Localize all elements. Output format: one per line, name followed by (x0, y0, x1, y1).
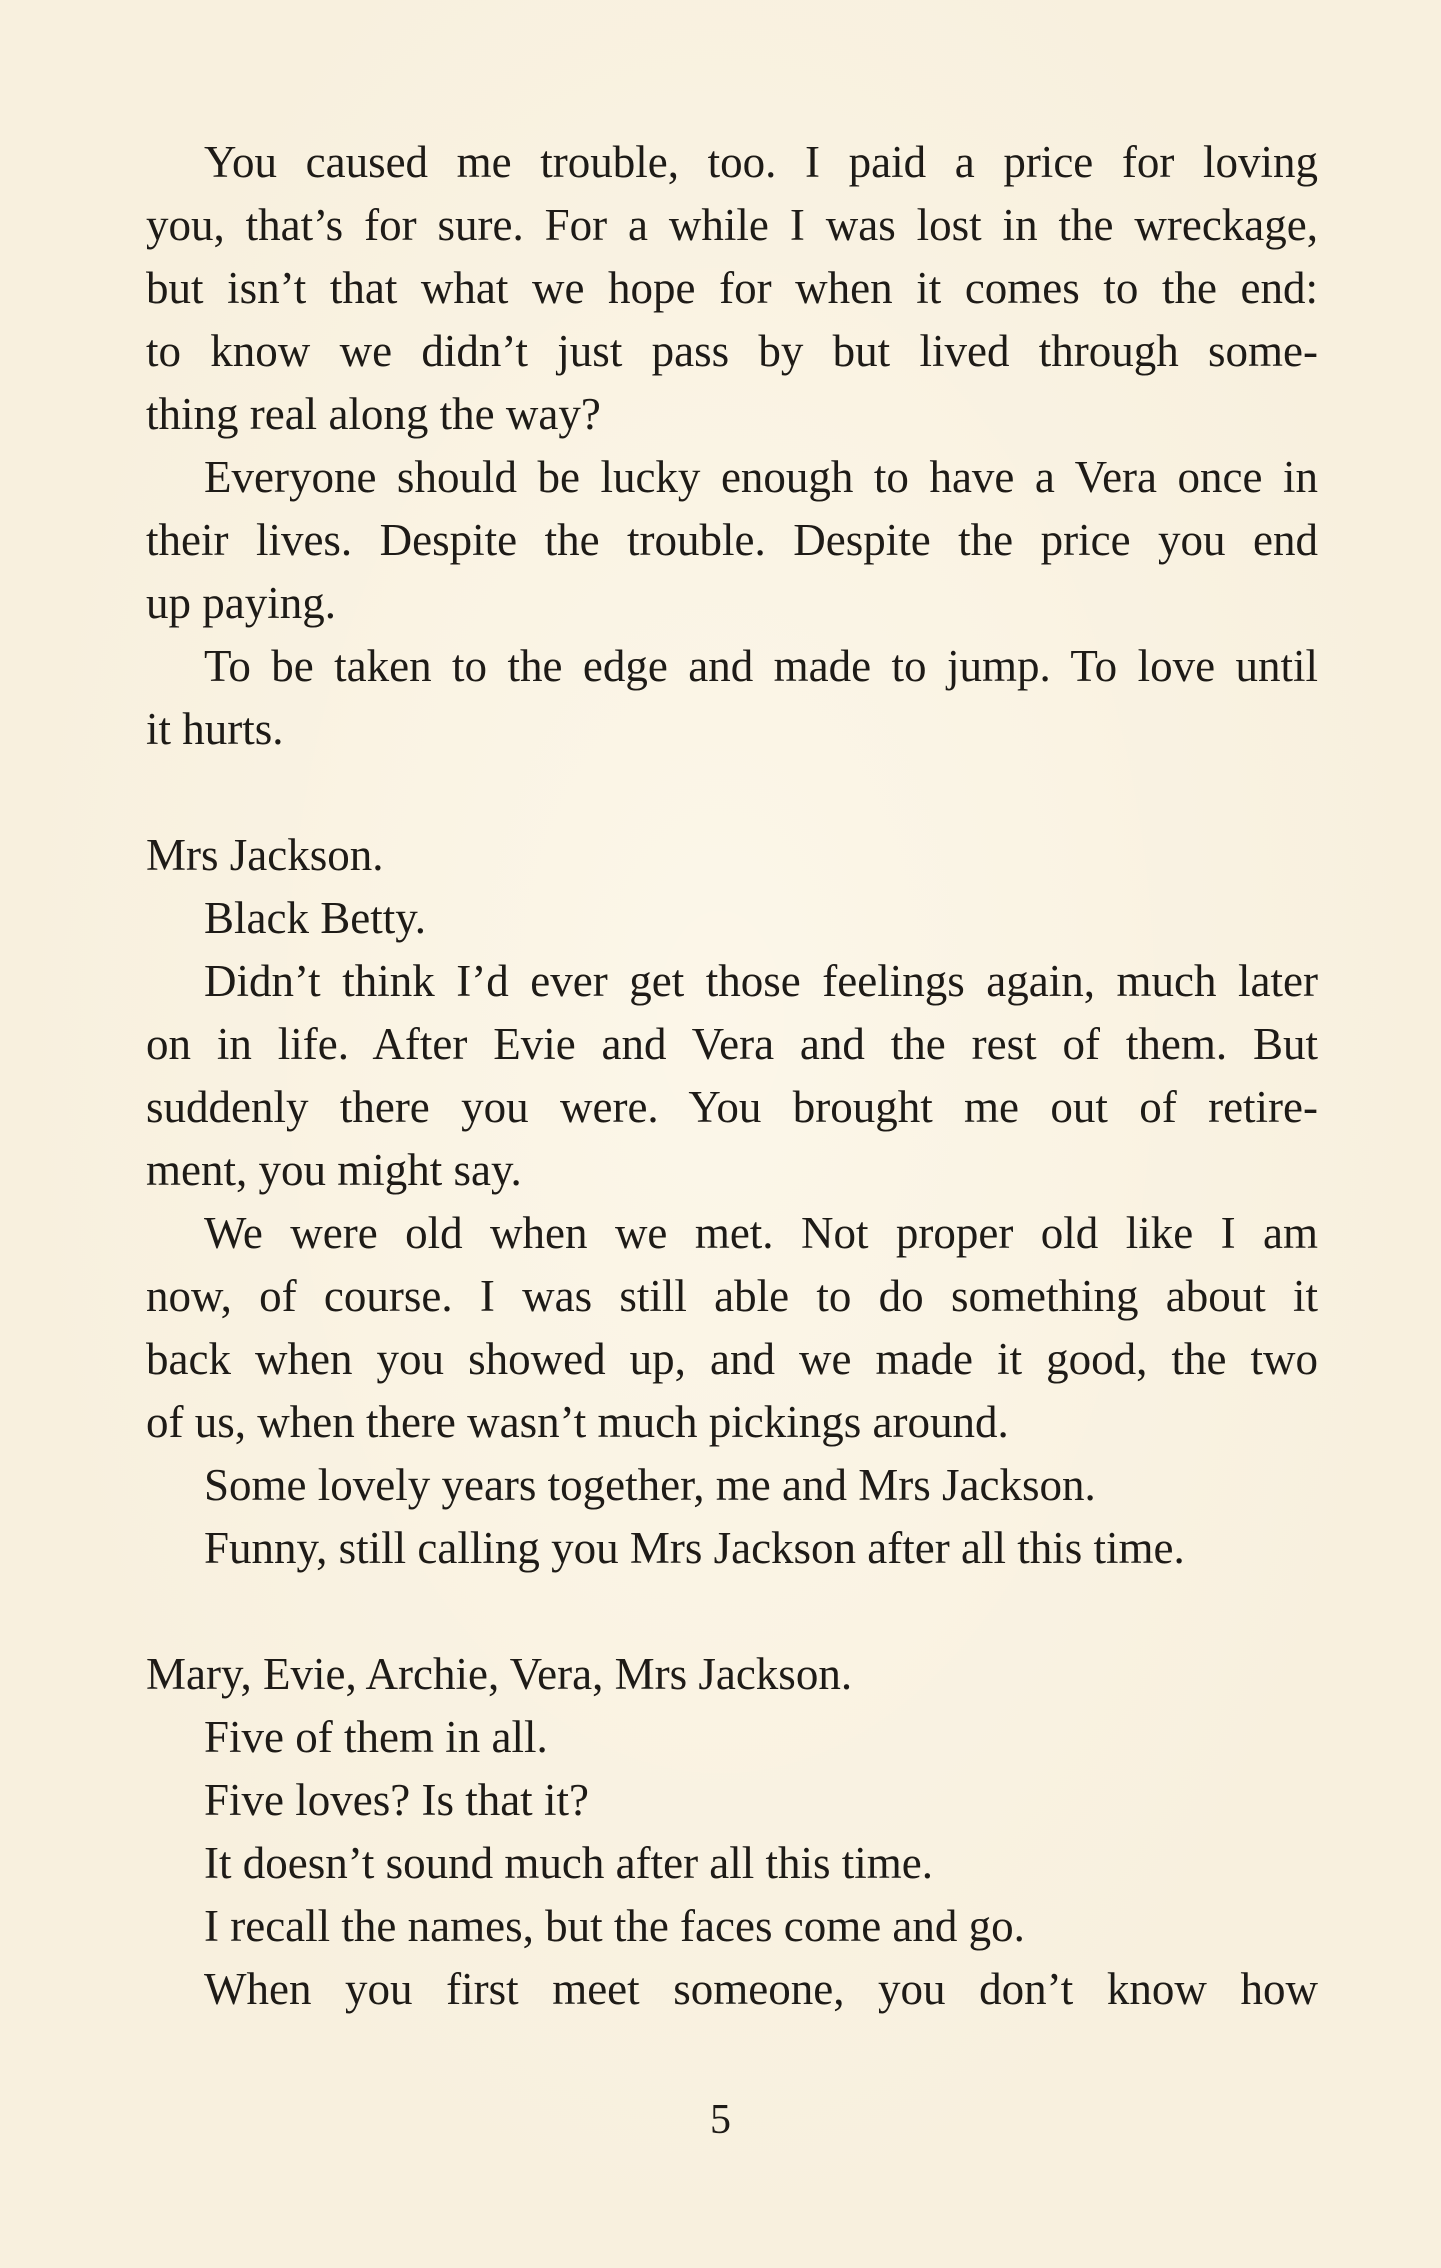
text-line: suddenly there you were. You brought me out of retire- (146, 1082, 1318, 1132)
text-line: back when you showed up, and we made it good, the two (146, 1334, 1318, 1384)
text-line: their lives. Despite the trouble. Despite the price you end (146, 515, 1318, 565)
text-line: When you first meet someone, you don’t know how (204, 1964, 1318, 2014)
text-line: Didn’t think I’d ever get those feelings again, much later (204, 956, 1318, 1006)
text-line: up paying. (146, 578, 336, 628)
text-line: I recall the names, but the faces come and go. (204, 1901, 1025, 1951)
text-line: Black Betty. (204, 893, 427, 943)
text-line: Five of them in all. (204, 1712, 548, 1762)
text-line: You caused me trouble, too. I paid a price for loving (204, 137, 1318, 187)
text-line: It doesn’t sound much after all this time. (204, 1838, 934, 1888)
text-line: Funny, still calling you Mrs Jackson after all this time. (204, 1523, 1185, 1573)
section-break (146, 761, 1318, 824)
body-text (146, 131, 1318, 2021)
text-line: now, of course. I was still able to do something about it (146, 1271, 1318, 1321)
text-line: to know we didn’t just pass by but lived through some- (146, 326, 1318, 376)
text-line: on in life. After Evie and Vera and the rest of them. But (146, 1019, 1318, 1069)
text-line: We were old when we met. Not proper old like I am (204, 1208, 1318, 1258)
text-line: you, that’s for sure. For a while I was lost in the wreckage, (146, 200, 1318, 250)
text-line: Five loves? Is that it? (204, 1775, 589, 1825)
text-line: ment, you might say. (146, 1145, 522, 1195)
text-line: it hurts. (146, 704, 284, 754)
text-line: of us, when there wasn’t much pickings around. (146, 1397, 1009, 1447)
text-line: thing real along the way? (146, 389, 601, 439)
text-line: Some lovely years together, me and Mrs Jackson. (204, 1460, 1096, 1510)
section-heading-line: Mary, Evie, Archie, Vera, Mrs Jackson. (146, 1649, 853, 1699)
section-heading-line: Mrs Jackson. (146, 830, 384, 880)
text-line: To be taken to the edge and made to jump. To love until (204, 641, 1318, 691)
section-break (146, 1580, 1318, 1643)
text-line: Everyone should be lucky enough to have a Vera once in (204, 452, 1318, 502)
page-number: 5 (710, 2097, 731, 2143)
text-line: but isn’t that what we hope for when it comes to the end: (146, 263, 1318, 313)
